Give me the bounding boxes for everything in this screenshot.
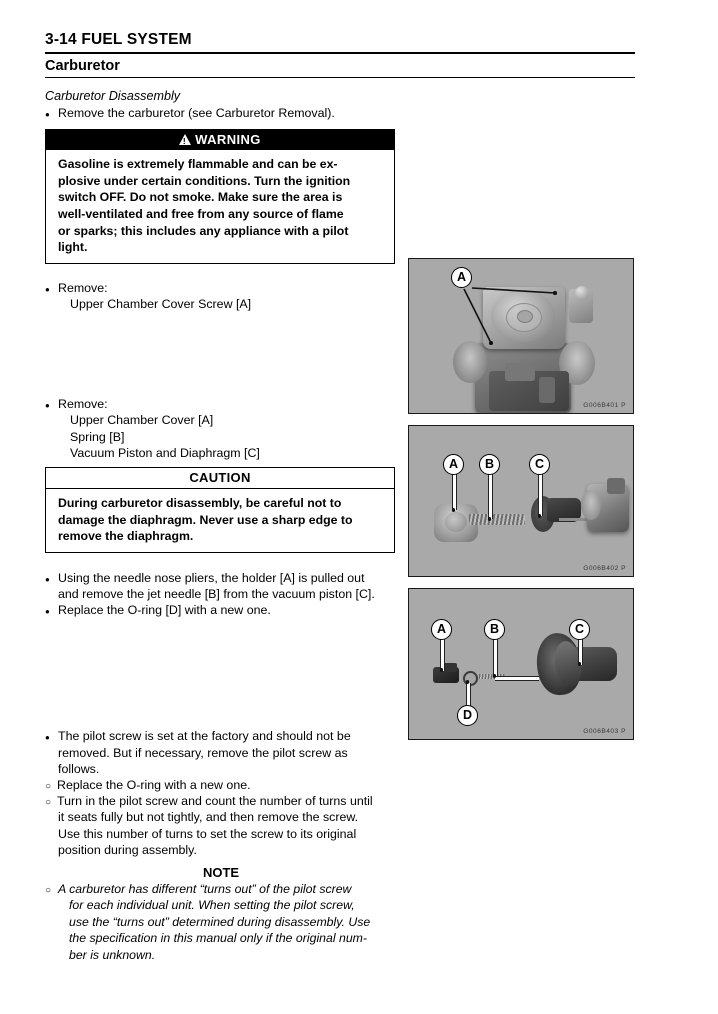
note-line-4: the specification in this manual only if the original num- (69, 931, 368, 946)
filled-bullet-icon (45, 280, 50, 298)
figure-3-leader-A (440, 639, 445, 671)
step-2-bullet-text: Remove: (58, 397, 108, 412)
caution-line-3: remove the diaphragm. (58, 529, 194, 544)
filled-bullet-icon (45, 602, 50, 620)
figure-3-leader-B-horizontal (495, 676, 539, 681)
part-spring (469, 514, 525, 525)
page-header (45, 30, 635, 78)
step-2-item-2: Spring [B] (70, 429, 125, 444)
warning-line-4: well-ventilated and free from any source of flame (58, 206, 344, 221)
figure-3-point-B (493, 674, 497, 678)
header-rule-top (45, 52, 635, 54)
caution-label: CAUTION (46, 468, 394, 489)
figure-1-callout-A: A (451, 267, 472, 288)
figure-3-point-D (466, 680, 470, 684)
figure-3-leader-D (466, 683, 471, 707)
carburetor-top-fitting (607, 478, 625, 494)
figure-3-callout-B: B (484, 619, 505, 640)
filled-bullet-icon (45, 105, 50, 123)
step-3-bullet-2 (45, 602, 397, 618)
step-2-block (45, 396, 397, 461)
step-1-block (45, 280, 397, 312)
step-4-b3-line-1: Turn in the pilot screw and count the number of turns until (57, 794, 373, 809)
filled-bullet-icon (45, 396, 50, 414)
figure-2-callout-C: C (529, 454, 550, 475)
figure-jet-needle-holder (408, 588, 634, 740)
figure-2-point-B (488, 517, 492, 521)
step-2-bullet (45, 396, 397, 412)
page-title: 3-14 FUEL SYSTEM (45, 31, 192, 48)
note-block (45, 864, 397, 963)
step-4-b3-line-3: Use this number of turns to set the screw to its original (58, 826, 357, 841)
header-rule-bottom (45, 77, 635, 78)
step-3-bullet-2-text: Replace the O-ring [D] with a new one. (58, 603, 271, 618)
warning-label: WARNING (195, 132, 261, 148)
hollow-bullet-icon (45, 793, 51, 811)
figure-2-point-A (452, 508, 456, 512)
note-line-2: for each individual unit. When setting the pilot screw, (69, 898, 355, 913)
figure-2-point-C (538, 514, 542, 518)
note-line-3: use the “turns out” determined during disassembly. Use (69, 914, 371, 929)
figure-3-point-A (440, 668, 444, 672)
warning-line-3: switch OFF. Do not smoke. Make sure the area is (58, 190, 343, 205)
figure-3-photo (409, 589, 633, 739)
section-title: Carburetor (45, 58, 120, 74)
step-3-block (45, 570, 397, 619)
note-label: NOTE (202, 865, 240, 880)
step-2-item-3: Vacuum Piston and Diaphragm [C] (70, 445, 260, 460)
note-line-1: A carburetor has different “turns out” of the pilot screw (58, 882, 352, 896)
figure-3-code: G006B403 P (583, 728, 626, 735)
step-3-line-2: and remove the jet needle [B] from the vacuum piston [C]. (58, 586, 375, 601)
step-1-bullet-text: Remove: (58, 280, 108, 295)
warning-box (45, 129, 395, 264)
figure-2-photo (409, 426, 633, 576)
step-4-b3-line-2: it seats fully but not tightly, and then remove the screw. (58, 810, 359, 825)
holder-tab (443, 663, 457, 672)
text-column (45, 88, 397, 963)
figure-1-point-A2 (489, 341, 493, 345)
intro-bullet-text: Remove the carburetor (see Carburetor Removal). (58, 106, 335, 120)
filled-bullet-icon (45, 728, 50, 746)
figure-3-callout-C: C (569, 619, 590, 640)
warning-text (46, 150, 394, 263)
figure-upper-chamber-parts (408, 425, 634, 577)
carburetor-bore (581, 490, 601, 520)
warning-triangle-icon (179, 134, 191, 145)
step-3-line-1: Using the needle nose pliers, the holder [A] is pulled out (58, 570, 365, 585)
procedure-subheading: Carburetor Disassembly (45, 89, 181, 103)
warning-header (46, 130, 394, 150)
step-2-item-1: Upper Chamber Cover [A] (70, 413, 214, 428)
step-4-b1-line-2: removed. But if necessary, remove the pilot screw as (58, 745, 348, 760)
figure-2-leader-C (538, 474, 543, 516)
figure-2-callout-B: B (479, 454, 500, 475)
intro-bullet (45, 105, 397, 121)
step-3-bullet-1 (45, 570, 397, 586)
step-4-bullet-2 (45, 777, 397, 793)
step-4-b1-line-1: The pilot screw is set at the factory and should not be (58, 729, 351, 744)
cover-boss (445, 512, 467, 532)
filled-bullet-icon (45, 570, 50, 588)
step-1-item-1: Upper Chamber Cover Screw [A] (70, 296, 252, 311)
caution-box (45, 467, 395, 553)
caution-line-1: During carburetor disassembly, be careful not to (58, 495, 342, 510)
figure-3-point-C (578, 662, 582, 666)
hollow-bullet-icon (45, 881, 51, 899)
step-4-bullet-1 (45, 728, 397, 744)
warning-line-1: Gasoline is extremely flammable and can be ex- (58, 157, 338, 172)
figure-1-point-A1 (553, 291, 557, 295)
step-4-b3-line-4: position during assembly. (58, 842, 197, 857)
step-1-bullet (45, 280, 397, 296)
figure-2-code: G006B402 P (583, 565, 626, 572)
step-4-bullet-3 (45, 793, 397, 809)
figure-1-photo (409, 259, 633, 413)
step-4-block (45, 728, 397, 858)
figure-3-callout-A: A (431, 619, 452, 640)
figure-1-code: G006B401 P (583, 402, 626, 409)
warning-line-5: or sparks; this includes any appliance with a pilot (58, 223, 349, 238)
note-text (45, 881, 397, 963)
figure-carburetor-assembly (408, 258, 634, 414)
step-4-b1-line-3: follows. (58, 761, 100, 776)
caution-text (46, 489, 394, 552)
step-4-b2-text: Replace the O-ring with a new one. (57, 777, 251, 792)
warning-line-2: plosive under certain conditions. Turn the ignition (58, 173, 351, 188)
warning-line-6: light. (58, 240, 88, 255)
figure-1-leader-lines (409, 259, 634, 414)
figure-3-callout-D: D (457, 705, 478, 726)
figure-2-callout-A: A (443, 454, 464, 475)
figure-2-leader-B (488, 474, 493, 519)
caution-line-2: damage the diaphragm. Never use a sharp edge to (58, 512, 353, 527)
figure-2-leader-A (452, 474, 457, 510)
figure-3-leader-B (493, 639, 498, 677)
note-line-5: ber is unknown. (69, 947, 156, 962)
